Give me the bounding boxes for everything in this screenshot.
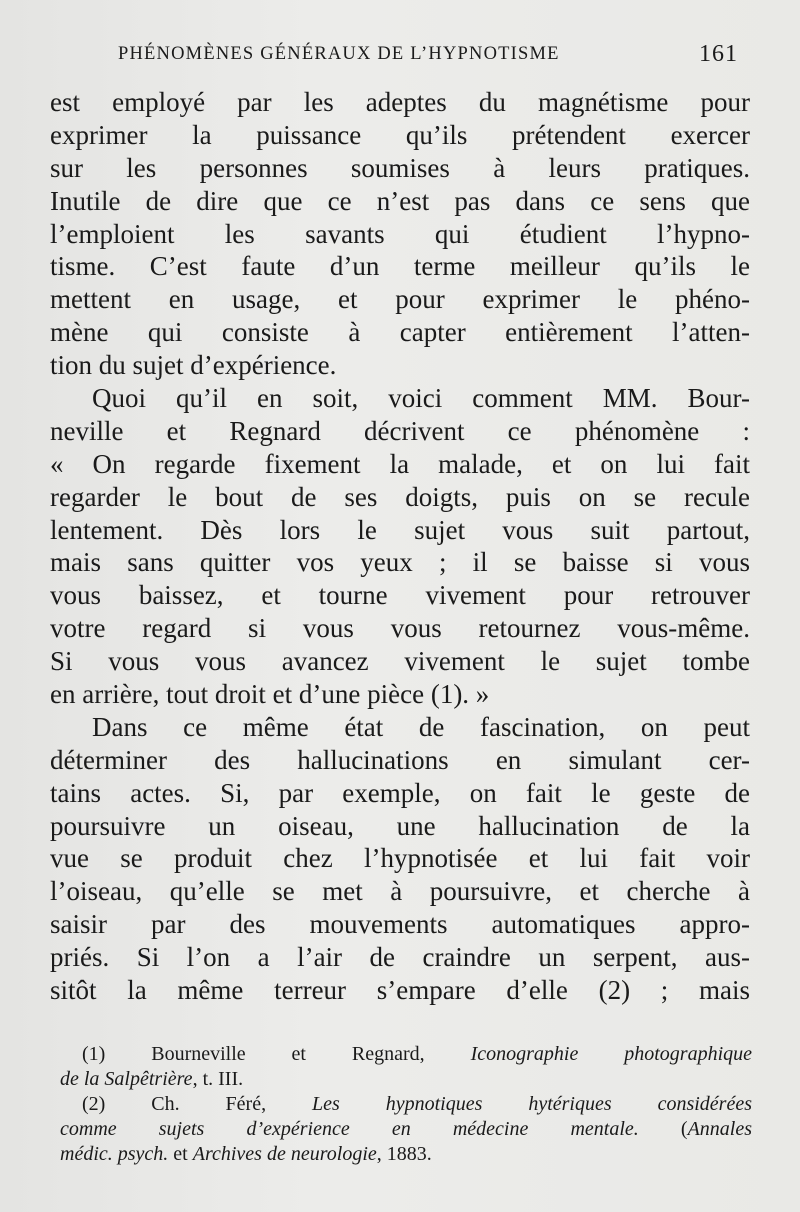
body-line: priés. Si l’on a l’air de craindre un serpent, aus- bbox=[50, 942, 750, 973]
footnote-title: Archives de neurologie bbox=[192, 1143, 377, 1165]
footnote-text: (2) Ch. Féré, bbox=[82, 1093, 313, 1115]
page-number: 161 bbox=[699, 41, 738, 67]
running-head: PHÉNOMÈNES GÉNÉRAUX DE L’HYPNOTISME bbox=[118, 44, 560, 64]
body-line: mettent en usage, et pour exprimer le phéno- bbox=[50, 284, 750, 315]
body-line: mène qui consiste à capter entièrement l’atten- bbox=[50, 317, 750, 348]
footnote-title: de la Salpêtrière bbox=[60, 1068, 193, 1090]
footnote-text: (1) Bourneville et Regnard, bbox=[82, 1043, 471, 1065]
paragraph-start-line: Dans ce même état de fascination, on peut bbox=[92, 711, 750, 742]
body-line: neville et Regnard décrivent ce phénomène : bbox=[50, 415, 750, 446]
body-text bbox=[50, 86, 750, 1007]
quote-line: votre regard si vous vous retournez vous-même. bbox=[50, 613, 750, 644]
footnote-2-line-1 bbox=[60, 1092, 752, 1117]
footnote-1-line-2 bbox=[60, 1067, 752, 1092]
quote-line: regarder le bout de ses doigts, puis on se recule bbox=[50, 481, 750, 512]
footnote-text: ( bbox=[638, 1118, 688, 1140]
footnote-title: médic. psych. bbox=[60, 1143, 169, 1165]
paragraph-start-line: Quoi qu’il en soit, voici comment MM. Bour- bbox=[92, 383, 750, 414]
quote-line: lentement. Dès lors le sujet vous suit partout, bbox=[50, 514, 750, 545]
body-line: sur les personnes soumises à leurs pratiques. bbox=[50, 152, 750, 183]
footnote-title: Les hypnotiques hytériques considérées bbox=[312, 1093, 752, 1115]
footnote-text: , t. III. bbox=[192, 1068, 244, 1090]
quote-line: mais sans quitter vos yeux ; il se baisse si vous bbox=[50, 547, 750, 578]
body-line: l’emploient les savants qui étudient l’hypno- bbox=[50, 218, 750, 249]
footnote-2-line-3 bbox=[60, 1142, 752, 1167]
quote-line: Si vous vous avancez vivement le sujet tombe bbox=[50, 646, 750, 677]
body-line: Inutile de dire que ce n’est pas dans ce sens que bbox=[50, 185, 750, 216]
footnote-title: comme sujets d’expérience en médecine mentale. bbox=[60, 1118, 639, 1140]
quote-line: en arrière, tout droit et d’une pièce (1). » bbox=[50, 679, 490, 710]
body-line: est employé par les adeptes du magnétisme pour bbox=[50, 87, 750, 117]
footnote-title: Iconographie photographique bbox=[470, 1043, 752, 1065]
body-line: exprimer la puissance qu’ils prétendent exercer bbox=[50, 119, 750, 150]
body-line: saisir par des mouvements automatiques appro- bbox=[50, 909, 750, 940]
footnote-text: et bbox=[168, 1143, 193, 1165]
body-line: déterminer des hallucinations en simulant cer- bbox=[50, 744, 750, 775]
quote-line: « On regarde fixement la malade, et on lui fait bbox=[50, 448, 750, 479]
page-header bbox=[118, 41, 738, 74]
footnote-1-line-1 bbox=[60, 1042, 752, 1067]
body-line: tisme. C’est faute d’un terme meilleur qu’ils le bbox=[50, 251, 750, 282]
footnote-2-line-2 bbox=[60, 1117, 752, 1142]
body-line: tion du sujet d’expérience. bbox=[50, 350, 337, 381]
body-line: tains actes. Si, par exemple, on fait le geste de bbox=[50, 777, 750, 808]
quote-line: vous baissez, et tourne vivement pour retrouver bbox=[50, 580, 750, 611]
footnote-text: , 1883. bbox=[376, 1143, 432, 1165]
body-line: vue se produit chez l’hypnotisée et lui fait voir bbox=[50, 843, 750, 874]
body-line: sitôt la même terreur s’empare d’elle (2) ; mais bbox=[50, 975, 750, 1006]
body-line: poursuivre un oiseau, une hallucination de la bbox=[50, 810, 750, 841]
footnote-title: Annales bbox=[687, 1118, 752, 1140]
body-line: l’oiseau, qu’elle se met à poursuivre, et cherche à bbox=[50, 876, 750, 907]
footnotes bbox=[60, 1042, 752, 1167]
